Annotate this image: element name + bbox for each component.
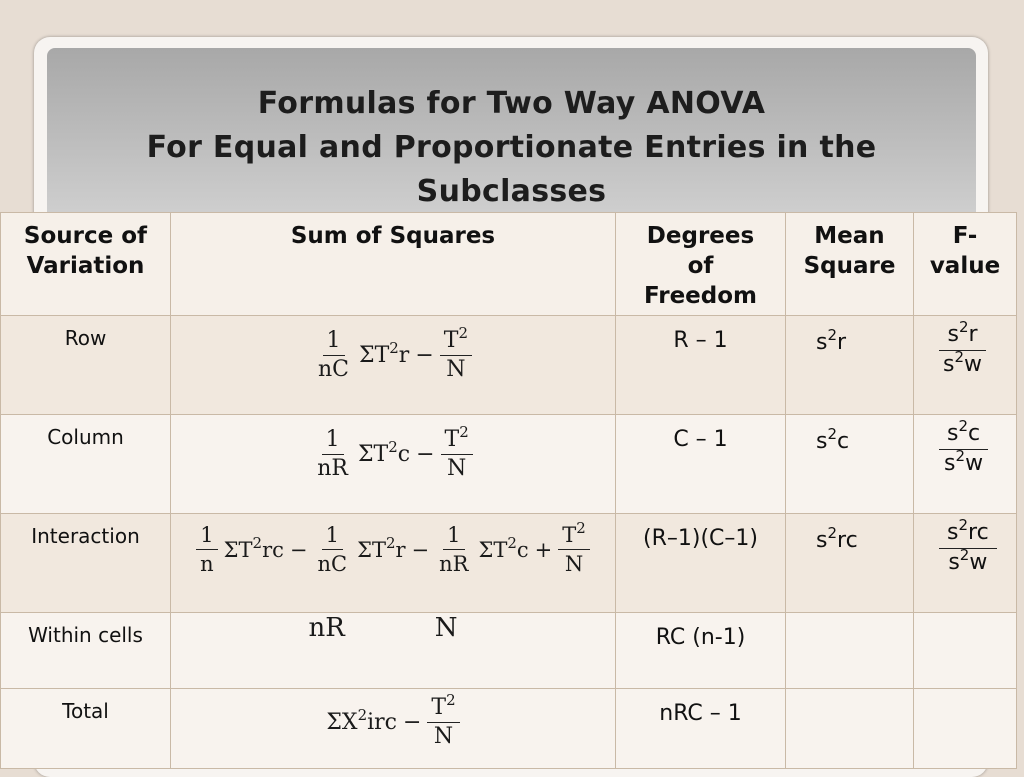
table-row-within-cells — [1, 613, 1017, 689]
table-row-total — [1, 689, 1017, 769]
ms-interaction: $s^2rc$ — [786, 514, 914, 613]
row-label-column: Column — [1, 415, 171, 514]
f-within-cells — [914, 613, 1017, 689]
ms-total — [786, 689, 914, 769]
within-fragment-1: nR — [308, 613, 345, 643]
within-fragment-2: N — [434, 613, 458, 643]
f-interaction: $\frac{s^2rc}{s^2w}$ — [914, 514, 1017, 613]
table-row-row — [1, 316, 1017, 415]
ms-within-cells — [786, 613, 914, 689]
header-f-value: F-value — [914, 213, 1017, 316]
ss-formula-row: $\frac{1}{nC}$ $\Sigma T^2r$ − $\frac{T^2}{N}$ — [171, 316, 616, 415]
f-column: $\frac{s^2c}{s^2w}$ — [914, 415, 1017, 514]
row-label-within-cells: Within cells — [1, 613, 171, 689]
df-row: R – 1 — [616, 316, 786, 415]
anova-table — [0, 212, 1017, 769]
f-total — [914, 689, 1017, 769]
title-line-2: For Equal and Proportionate Entries in the — [146, 130, 877, 165]
title-line-1: Formulas for Two Way ANOVA — [257, 86, 766, 121]
header-degrees-of-freedom: Degrees of Freedom — [616, 213, 786, 316]
title-line-3: Subclasses — [416, 174, 607, 209]
header-row — [1, 213, 1017, 316]
header-mean-square: Mean Square — [786, 213, 914, 316]
slide-title — [47, 82, 976, 214]
ss-formula-total: $\Sigma X^2irc$ − $\frac{T^2}{N}$ — [171, 689, 616, 769]
ms-column: $s^2c$ — [786, 415, 914, 514]
table-row-interaction — [1, 514, 1017, 613]
row-label-interaction: Interaction — [1, 514, 171, 613]
ss-formula-column: $\frac{1}{nR}$ $\Sigma T^2c$ − $\frac{T^2}{N}$ — [171, 415, 616, 514]
row-label-total: Total — [1, 689, 171, 769]
df-column: C – 1 — [616, 415, 786, 514]
df-interaction: (R–1)(C–1) — [616, 514, 786, 613]
header-sum-of-squares: Sum of Squares — [171, 213, 616, 316]
ss-formula-interaction: $\frac{1}{n}$ $\Sigma T^2rc$ − $\frac{1}{nC}$ $\Sigma T^2r$ − $\frac{1}{nR}$ $\Sigma T^2c$ + $\frac{T^2}{N}$ — [171, 514, 616, 613]
table-row-column — [1, 415, 1017, 514]
row-label-row: Row — [1, 316, 171, 415]
header-source: Source of Variation — [1, 213, 171, 316]
df-within-cells: RC (n-1) — [616, 613, 786, 689]
f-row: $\frac{s^2r}{s^2w}$ — [914, 316, 1017, 415]
df-total: nRC – 1 — [616, 689, 786, 769]
ss-formula-within-cells — [171, 613, 616, 689]
ms-row: $s^2r$ — [786, 316, 914, 415]
